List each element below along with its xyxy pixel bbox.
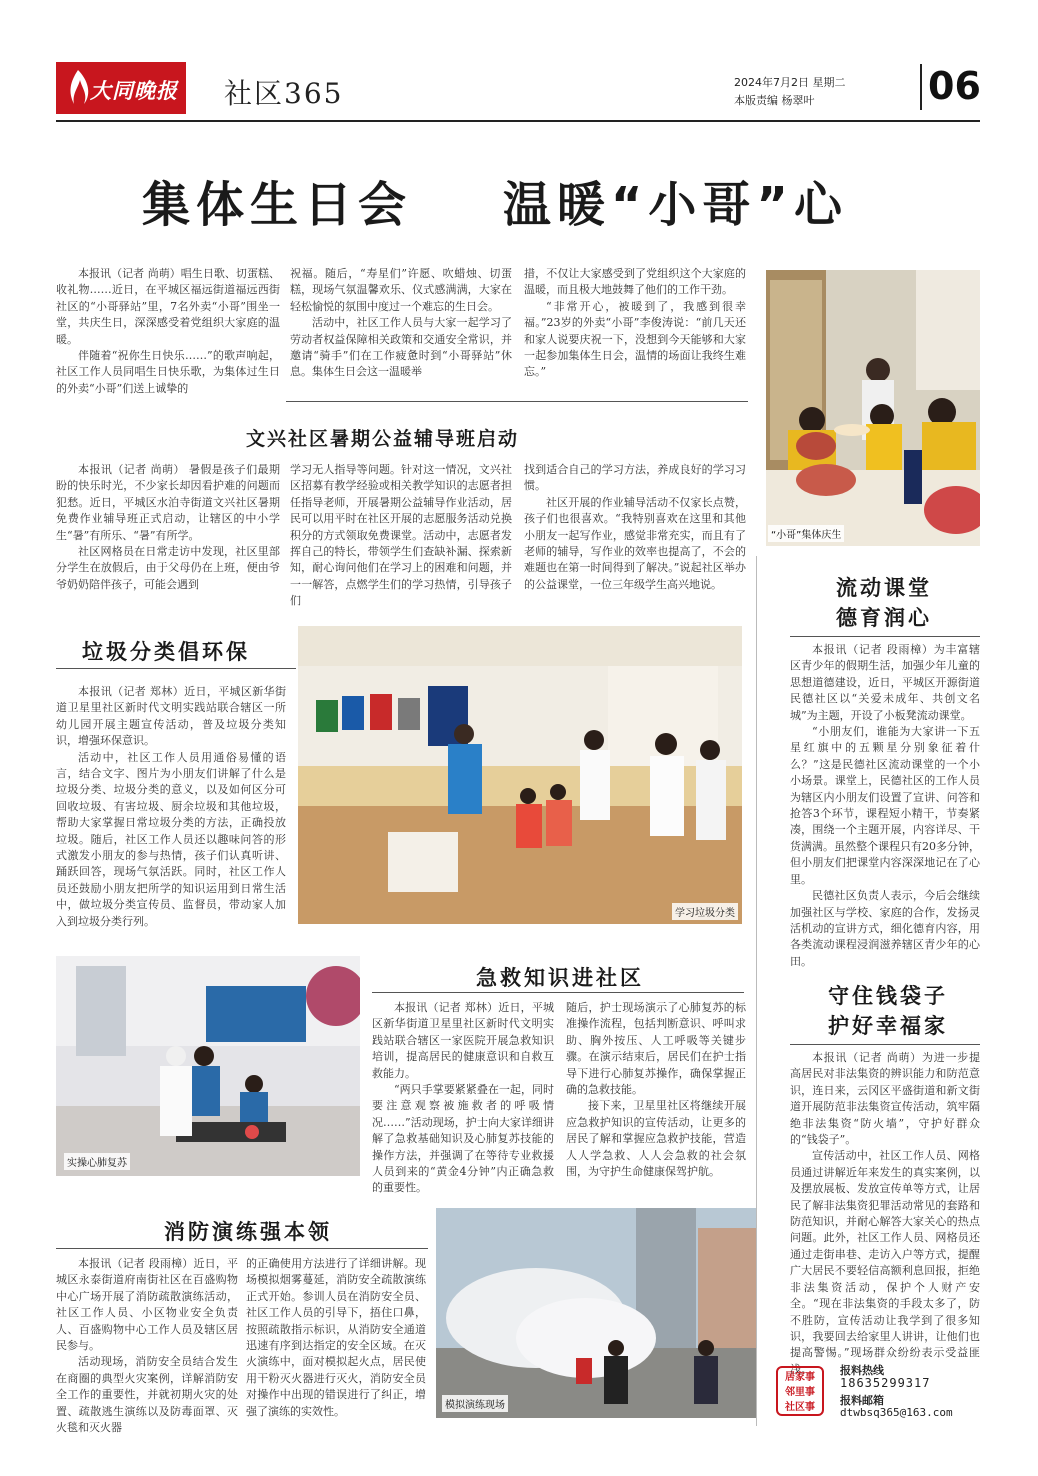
story5-paragraph: 本报讯（记者 段雨樟）近日，平城区永泰街道府南街社区在百盛购物中心广场开展了消防疏散演练活动，社区工作人员、小区物业安全负责人、百盛购物中心工作人员及辖区居民参与。 <box>56 1257 238 1353</box>
birthday-photo <box>766 270 980 546</box>
story7-headline-line-1: 守住钱袋子 <box>828 984 948 1008</box>
story6-headline-line-2: 德育润心 <box>836 606 932 630</box>
story1-paragraph: 本报讯（记者 尚萌）唱生日歌、切蛋糕、收礼物……近日，在平城区福远街道福远西街社区的“小哥驿站”里，7名外卖“小哥”围坐一堂，共庆生日，深深感受着党组织大家庭的温暖。 <box>56 267 280 346</box>
story4-paragraph: 随后，护士现场演示了心肺复苏的标准操作流程，包括判断意识、呼叫求助、胸外按压、人工呼吸等关键步骤。在演示结束后，居民们在护士指导下进行心肺复苏操作，确保掌握正确的急救技能。 <box>566 1001 746 1097</box>
page-editor: 本版责编 杨翠叶 <box>734 94 815 107</box>
story6-paragraph: 民德社区负责人表示，今后会继续加强社区与学校、家庭的合作，发扬灵活机动的宣讲方式，细化德育内容，用各类流动课程浸润滋养辖区青少年的心田。 <box>790 889 980 968</box>
story3-paragraph: 活动中，社区工作人员用通俗易懂的语言，结合文字、图片为小朋友们讲解了什么是垃圾分类、垃圾分类的意义，以及如何区分可回收垃圾、有害垃圾、厨余垃圾和其他垃圾，帮助大家掌握日常垃圾分类的方法，正确投放垃圾。随后，社区工作人员还以趣味问答的形式激发小朋友的参与热情，孩子们认真听讲、踊跃回答，现场气氛活跃。同时，社区工作人员还鼓励小朋友把所学的知识运用到日常生活中，做垃圾分类宣传员、监督员，带动家人加入到垃圾分类行列。 <box>56 750 286 928</box>
story3-body <box>56 684 286 930</box>
story4-column-1 <box>372 1000 554 1197</box>
newspaper-logo <box>56 62 186 114</box>
story4-column-2 <box>566 1000 746 1180</box>
story4-paragraph: 本报讯（记者 郑林）近日，平城区新华街道卫星里社区新时代文明实践站联合辖区一家医院开展急救知识培训，提高居民的健康意识和自救互救能力。 <box>372 1001 554 1080</box>
story7-paragraph: 宣传活动中，社区工作人员、网格员通过讲解近年来发生的真实案例，以及摆放展板、发放宣传单等方式，让居民了解非法集资犯罪活动常见的套路和防范知识，并耐心解答大家关心的热点问题。此外，社区工作人员、网格员还通过走街串巷、走访入户等方式，提醒广大居民不要轻信高额利息回报，拒绝非法集资活动，保护个人财产安全。“现在非法集资的手段太多了，防不胜防，宣传活动让我学到了很多知识，我要回去给家里人讲讲，让他们也提高警惕。”现场群众纷纷表示受益匪浅。 <box>790 1149 980 1376</box>
right-column-divider <box>756 556 757 1426</box>
hotline-label: 报料热线 <box>840 1364 884 1377</box>
story7-headline-rule <box>790 1044 980 1045</box>
story7-headline-line-2: 护好幸福家 <box>828 1014 948 1038</box>
logo-text: 大同晚报 <box>90 78 178 103</box>
story4-paragraph: “两只手掌要紧紧叠在一起，同时要注意观察被施救者的呼吸情况……”活动现场，护士向大家详细讲解了急救基础知识及心肺复苏技能的操作方法，并强调了在等待专业救援人员到来的“黄金4分钟”内正确急救的重要性。 <box>372 1083 554 1195</box>
hotline-box <box>776 1362 982 1422</box>
photo-caption: 学习垃圾分类 <box>672 903 738 920</box>
email-label: 报料邮箱 <box>840 1394 884 1407</box>
cpr-scene-image <box>56 956 360 1176</box>
story2-paragraph: 社区网格员在日常走访中发现，社区里部分学生在放假后，由于父母仍在上班，便由爷爷奶奶陪伴孩子，可能会遇到 <box>56 545 280 591</box>
classroom-photo <box>298 626 742 924</box>
story5-column-1 <box>56 1256 238 1436</box>
fire-drill-photo <box>436 1208 756 1418</box>
issue-date: 2024年7月2日 星期二 <box>734 76 846 89</box>
classroom-scene-image <box>298 626 742 924</box>
story2-column-2 <box>290 462 512 610</box>
story6-headline-rule <box>790 636 980 637</box>
story5-paragraph: 的正确使用方法进行了详细讲解。现场模拟烟雾蔓延，消防安全疏散演练正式开始。参训人员在消防安全员、社区工作人员的引导下，捂住口鼻，按照疏散指示标识，从消防安全通道迅速有序到达指定的安全区域。在灭火演练中，面对模拟起火点，居民使用干粉灭火器进行灭火，消防安全员对操作中出现的错误进行了纠正，增强了演练的实效性。 <box>246 1257 426 1418</box>
story5-headline-rule <box>56 1248 428 1249</box>
story2-headline: 文兴社区暑期公益辅导班启动 <box>246 428 520 450</box>
story4-headline-rule <box>372 992 744 993</box>
masthead-rule <box>56 120 980 122</box>
story2-column-1 <box>56 462 280 593</box>
story1-paragraph: 活动中，社区工作人员与大家一起学习了劳动者权益保障相关政策和交通安全常识，并邀请“骑手”们在工作疲惫时到“小哥驿站”休息。集体生日会这一温暖举 <box>290 316 512 379</box>
story1-headline: 集体生日会 温暖“小哥”心 <box>142 177 848 233</box>
story2-paragraph: 找到适合自己的学习方法，养成良好的学习习惯。 <box>524 463 746 493</box>
story2-paragraph: 学习无人指导等问题。针对这一情况，文兴社区招募有教学经验或相关教学知识的志愿者担任指导老师，开展暑期公益辅导作业活动，居民可以用平时在社区开展的志愿服务活动兑换积分的方式领取免费课堂。活动中，志愿者发挥自己的特长，带领学生们查缺补漏、探索新知，耐心询问他们在学习上的困难和问题，并一一解答，点燃学生们的学习热情，引导孩子们 <box>290 463 512 608</box>
story3-headline-rule <box>56 668 296 669</box>
story2-paragraph: 社区开展的作业辅导活动不仅家长点赞，孩子们也很喜欢。“我特别喜欢在这里和其他小朋友一起写作业，感觉非常充实，而且有了老师的辅导，写作业的效率也提高了，不会的难题也在第一时间得到了解决。”说起社区举办的公益课堂，一位三年级学生高兴地说。 <box>524 495 746 591</box>
community-stamp <box>776 1366 824 1416</box>
story5-column-2 <box>246 1256 426 1420</box>
story3-headline: 垃圾分类倡环保 <box>82 640 250 664</box>
section-name: 社区365 <box>224 77 344 110</box>
cpr-photo <box>56 956 360 1176</box>
masthead <box>56 62 980 116</box>
story4-paragraph: 接下来，卫星里社区将继续开展应急救护知识的宣传活动，让更多的居民了解和掌握应急救护技能，营造人人学急救、人人会急救的社会氛围，为守护生命健康保驾护航。 <box>566 1099 746 1179</box>
story1-column-3 <box>524 266 746 381</box>
story3-paragraph: 本报讯（记者 郑林）近日，平城区新华街道卫星里社区新时代文明实践站联合辖区一所幼儿园开展主题宣传活动，普及垃圾分类知识，增强环保意识。 <box>56 685 286 748</box>
story6-paragraph: “小朋友们，谁能为大家讲一下五星红旗中的五颗星分别象征着什么？”这是民德社区流动课堂的一个小小场景。课堂上，民德社区的工作人员为辖区内小朋友们设置了宣讲、问答和抢答3个环节，课程短小精干，节奏紧凑，围绕一个主题开展，内容详尽、干货满满。虽然整个课程只有20多分钟，但小朋友们把课堂内容深深地记在了心里。 <box>790 725 980 886</box>
photo-caption: 模拟演练现场 <box>442 1395 508 1412</box>
section-divider <box>286 401 748 402</box>
story2-column-3 <box>524 462 746 593</box>
page-number-divider <box>920 64 922 110</box>
logo-flame-icon <box>64 68 92 108</box>
story1-paragraph: 措，不仅让大家感受到了党组织这个大家庭的温暖，而且极大地鼓舞了他们的工作干劲。 <box>524 267 746 297</box>
photo-caption: “小哥”集体庆生 <box>768 525 844 542</box>
stamp-line: 居家事 <box>785 1372 815 1383</box>
story1-paragraph: “非常开心，被暖到了，我感到很幸福。”23岁的外卖“小哥”李俊涛说：“前几天还和家人说要庆祝一下，没想到今天能够和大家一起参加集体生日会，温情的场面让我终生难忘。” <box>524 299 746 379</box>
stamp-line: 邻里事 <box>785 1387 815 1398</box>
story7-body <box>790 1050 980 1378</box>
story6-paragraph: 本报讯（记者 段雨樟）为丰富辖区青少年的假期生活，加强少年儿童的思想道德建设，近日，平城区开源街道民德社区以“关爱未成年、共创文名城”为主题，开设了小板凳流动课堂。 <box>790 643 980 722</box>
story4-headline: 急救知识进社区 <box>476 966 644 990</box>
story1-paragraph: 伴随着“祝你生日快乐……”的歌声响起，社区工作人员同唱生日快乐歌，为集体过生日的外卖“小哥”们送上诚挚的 <box>56 349 280 395</box>
story6-body <box>790 642 980 970</box>
story2-paragraph: 本报讯（记者 尚萌） 暑假是孩子们最期盼的快乐时光，不少家长却因看护难的问题而犯愁。近日，平城区水泊寺街道文兴社区暑期免费作业辅导班正式启动，让辖区的中小学生“暑”有所乐、“暑”有所学。 <box>56 463 280 542</box>
photo-caption: 实操心肺复苏 <box>64 1153 130 1170</box>
story5-paragraph: 活动现场，消防安全员结合发生在商圈的典型火灾案例，详解消防安全工作的重要性，并就初期火灾的处置、疏散逃生演练以及防毒面罩、灭火毯和灭火器 <box>56 1355 238 1435</box>
birthday-scene-image <box>766 270 980 546</box>
story6-headline-line-1: 流动课堂 <box>836 576 932 600</box>
story1-column-2 <box>290 266 512 381</box>
story1-column-1 <box>56 266 280 397</box>
hotline-phone: 18635299317 <box>840 1376 931 1390</box>
fire-drill-scene-image <box>436 1208 756 1418</box>
story5-headline: 消防演练强本领 <box>164 1220 332 1244</box>
stamp-line: 社区事 <box>785 1402 815 1413</box>
story7-paragraph: 本报讯（记者 尚萌）为进一步提高居民对非法集资的辨识能力和防范意识，连日来，云冈区平盛街道和新文街道开展防范非法集资宣传活动，筑牢隔绝非法集资“防火墙”，守护好群众的“钱袋子”。 <box>790 1051 980 1147</box>
page-number: 06 <box>928 64 981 108</box>
story1-paragraph: 祝福。随后，“寿星们”许愿、吹蜡烛、切蛋糕，现场气氛温馨欢乐、仪式感满满，大家在轻松愉悦的氛围中度过一个难忘的生日会。 <box>290 267 512 313</box>
hotline-email: dtwbsq365@163.com <box>840 1406 953 1419</box>
